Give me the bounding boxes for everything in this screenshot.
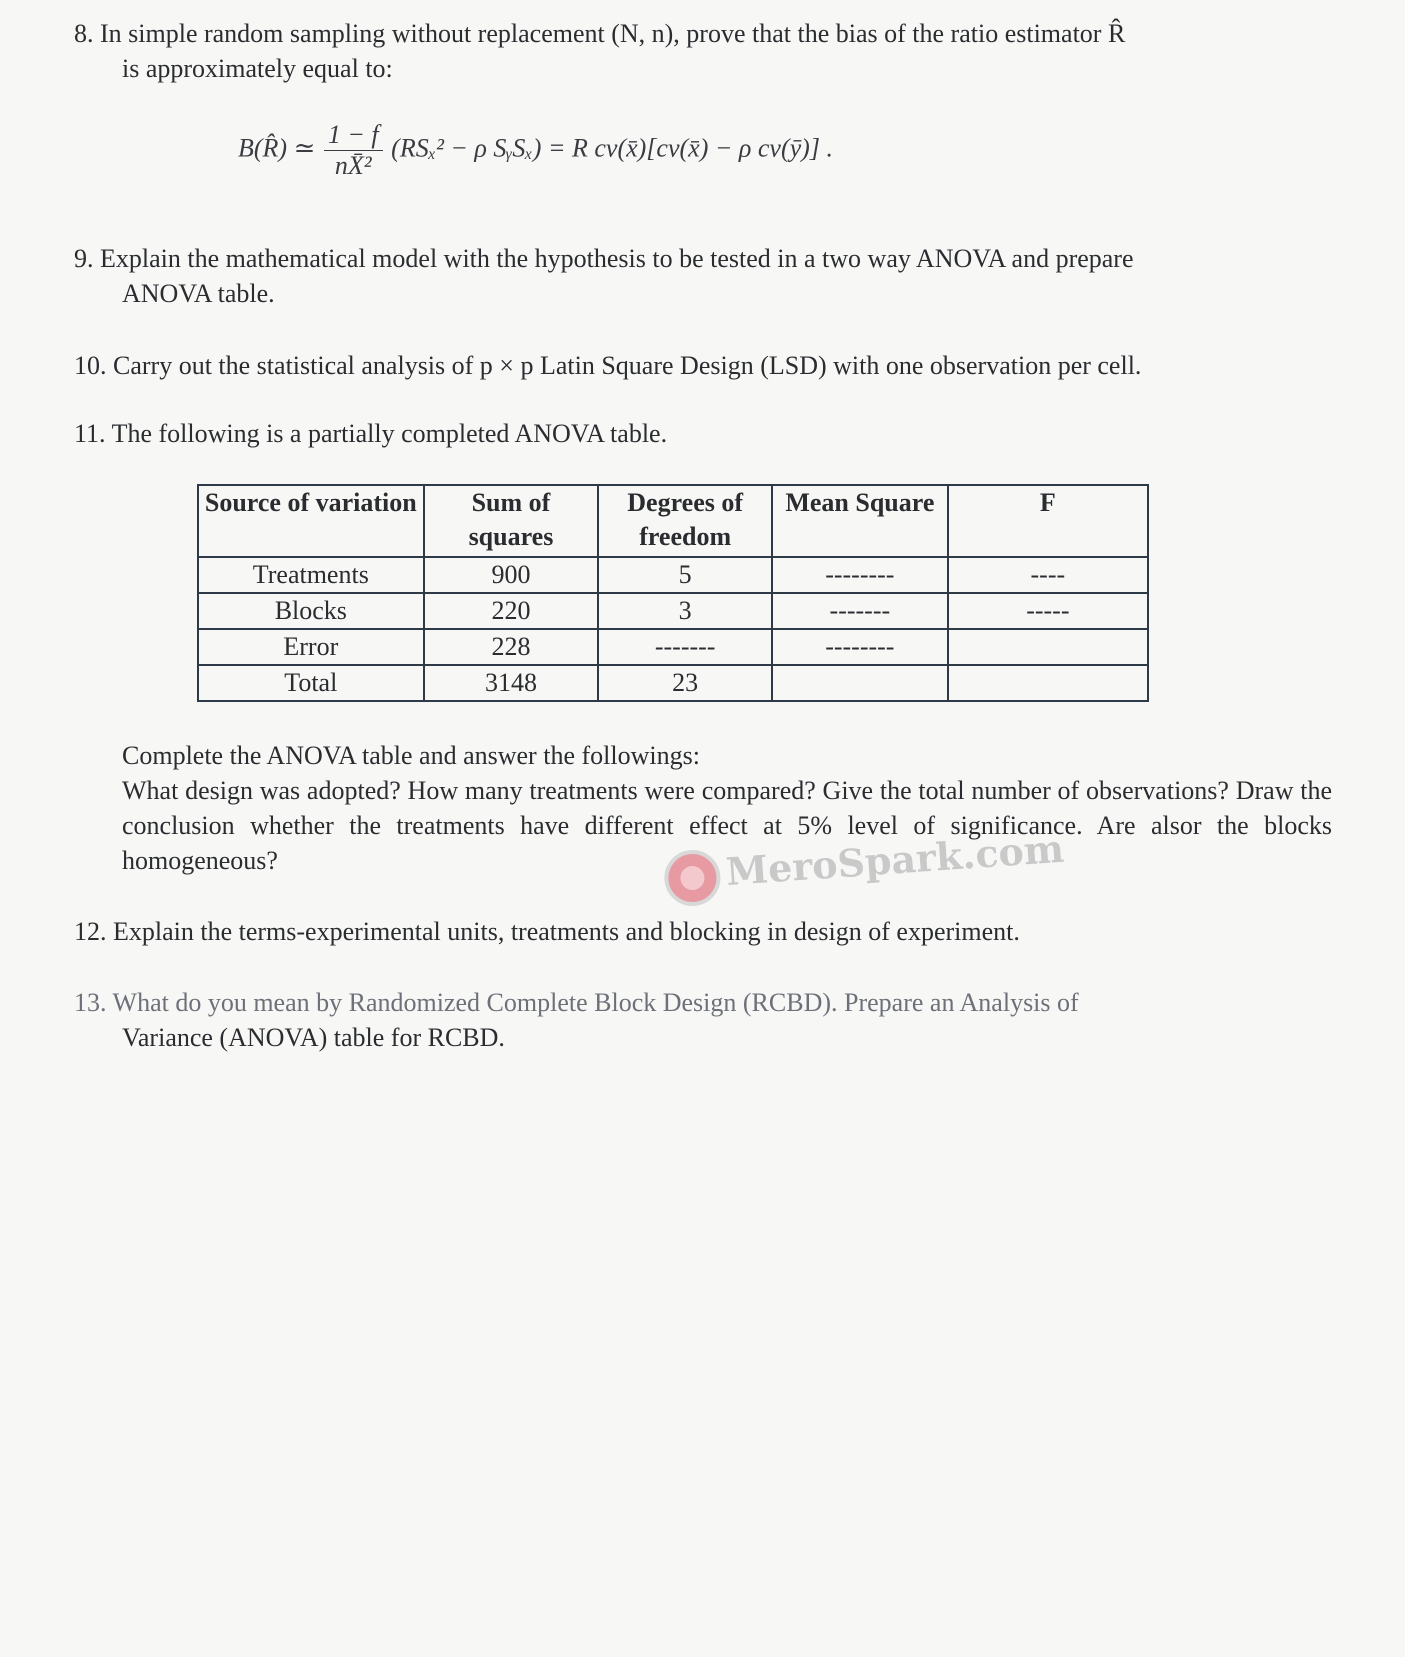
header-degrees-of-freedom: Degrees of freedom xyxy=(598,485,772,557)
header-mean-square: Mean Square xyxy=(772,485,948,557)
cell-source: Blocks xyxy=(198,593,424,629)
bias-formula xyxy=(238,120,833,181)
cell-source: Treatments xyxy=(198,557,424,593)
cell-ss: 900 xyxy=(424,557,599,593)
table-row xyxy=(198,665,1148,701)
cell-df: 5 xyxy=(598,557,772,593)
cell-ss: 3148 xyxy=(424,665,599,701)
formula-left: B(R̂) ≃ xyxy=(238,133,316,163)
question-12: 12. Explain the terms-experimental units, treatments and blocking in design of experiment. xyxy=(74,917,1020,946)
question-11-subquestions: What design was adopted? How many treatments were compared? Give the total number of observations? Draw the conclusion whether the treatments have different effect at 5% level of significance. Are alsor the blocks homogeneous? xyxy=(122,776,1332,875)
cell-df: ------- xyxy=(598,629,772,665)
cell-ms: -------- xyxy=(772,629,948,665)
table-row xyxy=(198,593,1148,629)
question-13-line1: 13. What do you mean by Randomized Complete Block Design (RCBD). Prepare an Analysis of xyxy=(74,988,1079,1017)
anova-table xyxy=(197,484,1149,702)
question-13-line2: Variance (ANOVA) table for RCBD. xyxy=(122,1023,505,1052)
formula-right: (RSₓ² − ρ SᵧSₓ) = R cv(x̄)[cv(x̄) − ρ cv(ȳ)] . xyxy=(391,133,833,163)
header-source: Source of variation xyxy=(198,485,424,557)
cell-ms: -------- xyxy=(772,557,948,593)
cell-f: ----- xyxy=(948,593,1148,629)
header-f: F xyxy=(948,485,1148,557)
cell-source: Error xyxy=(198,629,424,665)
question-8 xyxy=(74,16,1334,86)
question-9-line1: 9. Explain the mathematical model with the hypothesis to be tested in a two way ANOVA and prepare xyxy=(74,244,1134,273)
table-row xyxy=(198,557,1148,593)
cell-f xyxy=(948,629,1148,665)
formula-denominator: nX̄² xyxy=(334,151,372,180)
cell-ms xyxy=(772,665,948,701)
header-sum-of-squares: Sum of squares xyxy=(424,485,599,557)
merospark-logo-icon xyxy=(663,848,723,908)
table-row xyxy=(198,629,1148,665)
cell-f xyxy=(948,665,1148,701)
question-8-line1: 8. In simple random sampling without replacement (N, n), prove that the bias of the ratio estimator R̂ xyxy=(74,19,1126,48)
cell-source: Total xyxy=(198,665,424,701)
formula-fraction xyxy=(324,120,383,181)
question-11-intro: 11. The following is a partially completed ANOVA table. xyxy=(74,419,668,448)
cell-f: ---- xyxy=(948,557,1148,593)
question-10: 10. Carry out the statistical analysis of p × p Latin Square Design (LSD) with one observation per cell. xyxy=(74,351,1142,380)
question-13 xyxy=(74,985,1334,1055)
question-11-instruction: Complete the ANOVA table and answer the followings: xyxy=(122,741,700,770)
anova-header-row xyxy=(198,485,1148,557)
question-8-line2: is approximately equal to: xyxy=(122,54,393,83)
cell-ss: 228 xyxy=(424,629,599,665)
cell-df: 3 xyxy=(598,593,772,629)
cell-ms: ------- xyxy=(772,593,948,629)
cell-df: 23 xyxy=(598,665,772,701)
watermark-text: MeroSpark.com xyxy=(724,825,1066,895)
cell-ss: 220 xyxy=(424,593,599,629)
question-9-line2: ANOVA table. xyxy=(122,279,275,308)
question-9 xyxy=(74,241,1334,311)
formula-numerator: 1 − f xyxy=(324,120,383,151)
